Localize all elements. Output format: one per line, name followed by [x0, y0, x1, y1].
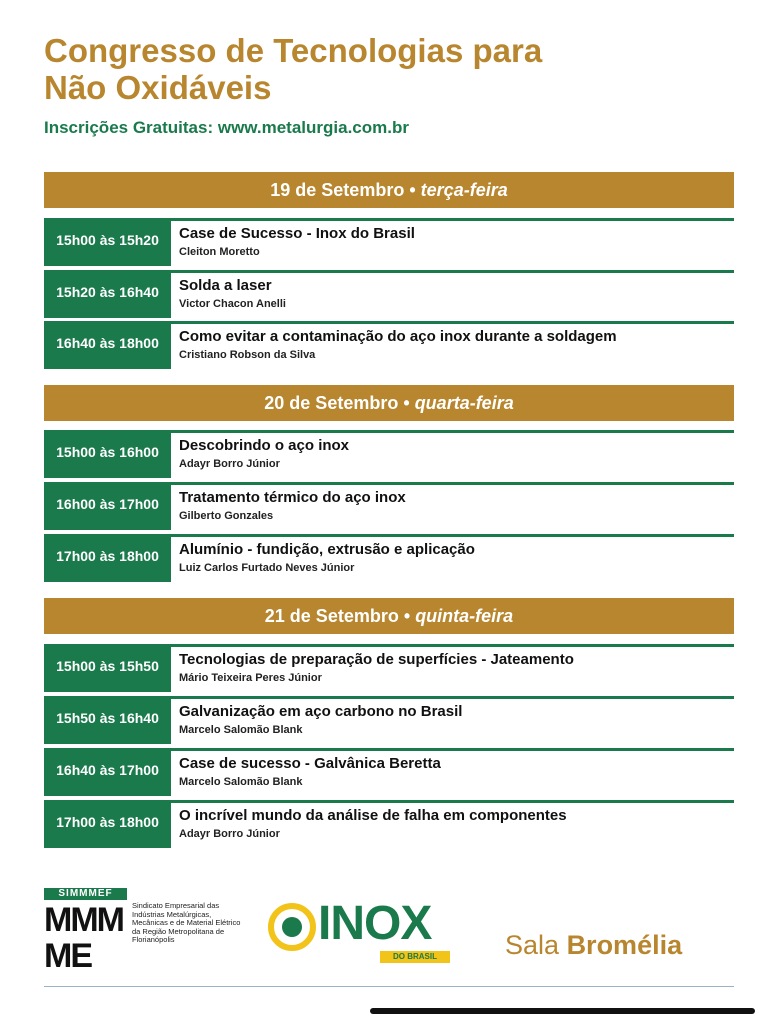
session-title: Galvanização em aço carbono no Brasil — [179, 703, 463, 720]
session-speaker: Cristiano Robson da Silva — [179, 349, 316, 361]
session-row — [44, 218, 734, 266]
room-prefix: Sala — [505, 930, 560, 960]
session-row — [44, 430, 734, 478]
session-time: 16h40 às 18h00 — [44, 324, 171, 369]
title-line-1: Congresso de Tecnologias para — [44, 32, 543, 69]
day-weekday: quarta-feira — [414, 393, 514, 413]
session-speaker: Victor Chacon Anelli — [179, 298, 286, 310]
page-title — [44, 32, 734, 106]
session-row — [44, 534, 734, 582]
session-speaker: Marcelo Salomão Blank — [179, 776, 303, 788]
session-speaker: Cleiton Moretto — [179, 246, 260, 258]
session-speaker: Luiz Carlos Furtado Neves Júnior — [179, 562, 355, 574]
session-speaker: Marcelo Salomão Blank — [179, 724, 303, 736]
home-indicator[interactable] — [370, 1008, 755, 1014]
session-row — [44, 800, 734, 848]
day-header-19 — [44, 172, 734, 208]
day-separator: • — [403, 606, 411, 626]
session-speaker: Adayr Borro Júnior — [179, 828, 280, 840]
session-speaker: Gilberto Gonzales — [179, 510, 274, 522]
day-date: 19 de Setembro — [270, 180, 405, 200]
session-row — [44, 696, 734, 744]
simmmef-mark — [44, 902, 128, 976]
session-time: 15h00 às 16h00 — [44, 433, 171, 478]
session-title: Case de sucesso - Galvânica Beretta — [179, 755, 441, 772]
day-weekday: quinta-feira — [415, 606, 514, 626]
session-title: Solda a laser — [179, 277, 272, 294]
session-title: Descobrindo o aço inox — [179, 437, 350, 454]
session-row — [44, 270, 734, 318]
registration-subtitle: Inscrições Gratuitas: www.metalurgia.com.br — [44, 118, 409, 137]
simmmef-logo — [44, 888, 241, 978]
session-time: 15h50 às 16h40 — [44, 699, 171, 744]
session-title: Case de Sucesso - Inox do Brasil — [179, 225, 415, 242]
session-title: Tratamento térmico do aço inox — [179, 489, 406, 506]
session-row — [44, 321, 734, 369]
inox-word: INOX — [318, 897, 432, 950]
footer-divider — [44, 986, 734, 987]
title-line-2: Não Oxidáveis — [44, 69, 272, 106]
session-time: 17h00 às 18h00 — [44, 803, 171, 848]
session-row — [44, 748, 734, 796]
session-row — [44, 482, 734, 530]
session-title: Alumínio - fundição, extrusão e aplicação — [179, 541, 475, 558]
session-title: Tecnologias de preparação de superfícies - Jateamento — [179, 651, 574, 668]
session-time: 16h00 às 17h00 — [44, 485, 171, 530]
session-time: 17h00 às 18h00 — [44, 537, 171, 582]
day-separator: • — [409, 180, 416, 200]
room-name — [505, 930, 682, 961]
simmmef-mark-line-1: MMM — [44, 901, 123, 939]
day-date: 21 de Setembro — [264, 606, 399, 626]
day-separator: • — [403, 393, 410, 413]
simmmef-mark-line-2: ME — [44, 937, 91, 975]
inox-tag: DO BRASIL — [380, 951, 450, 963]
simmmef-label: SIMMMEF — [44, 888, 127, 900]
session-speaker: Mário Teixeira Peres Júnior — [179, 672, 322, 684]
session-time: 15h20 às 16h40 — [44, 273, 171, 318]
session-title: Como evitar a contaminação do aço inox durante a soldagem — [179, 328, 617, 345]
inox-do-brasil-logo — [268, 895, 453, 970]
session-title: O incrível mundo da análise de falha em componentes — [179, 807, 567, 824]
day-header-21 — [44, 598, 734, 634]
session-speaker: Adayr Borro Júnior — [179, 458, 280, 470]
session-time: 16h40 às 17h00 — [44, 751, 171, 796]
session-time: 15h00 às 15h20 — [44, 221, 171, 266]
day-date: 20 de Setembro — [264, 393, 399, 413]
session-time: 15h00 às 15h50 — [44, 647, 171, 692]
day-header-20 — [44, 385, 734, 421]
simmmef-description: Sindicato Empresarial das Indústrias Metalúrgicas, Mecânicas e de Material Elétrico da Região Metropolitana de Florianópolis — [132, 901, 241, 945]
room-title: Bromélia — [566, 930, 683, 960]
day-weekday: terça-feira — [420, 180, 508, 200]
inox-circle-icon — [268, 903, 316, 951]
session-row — [44, 644, 734, 692]
